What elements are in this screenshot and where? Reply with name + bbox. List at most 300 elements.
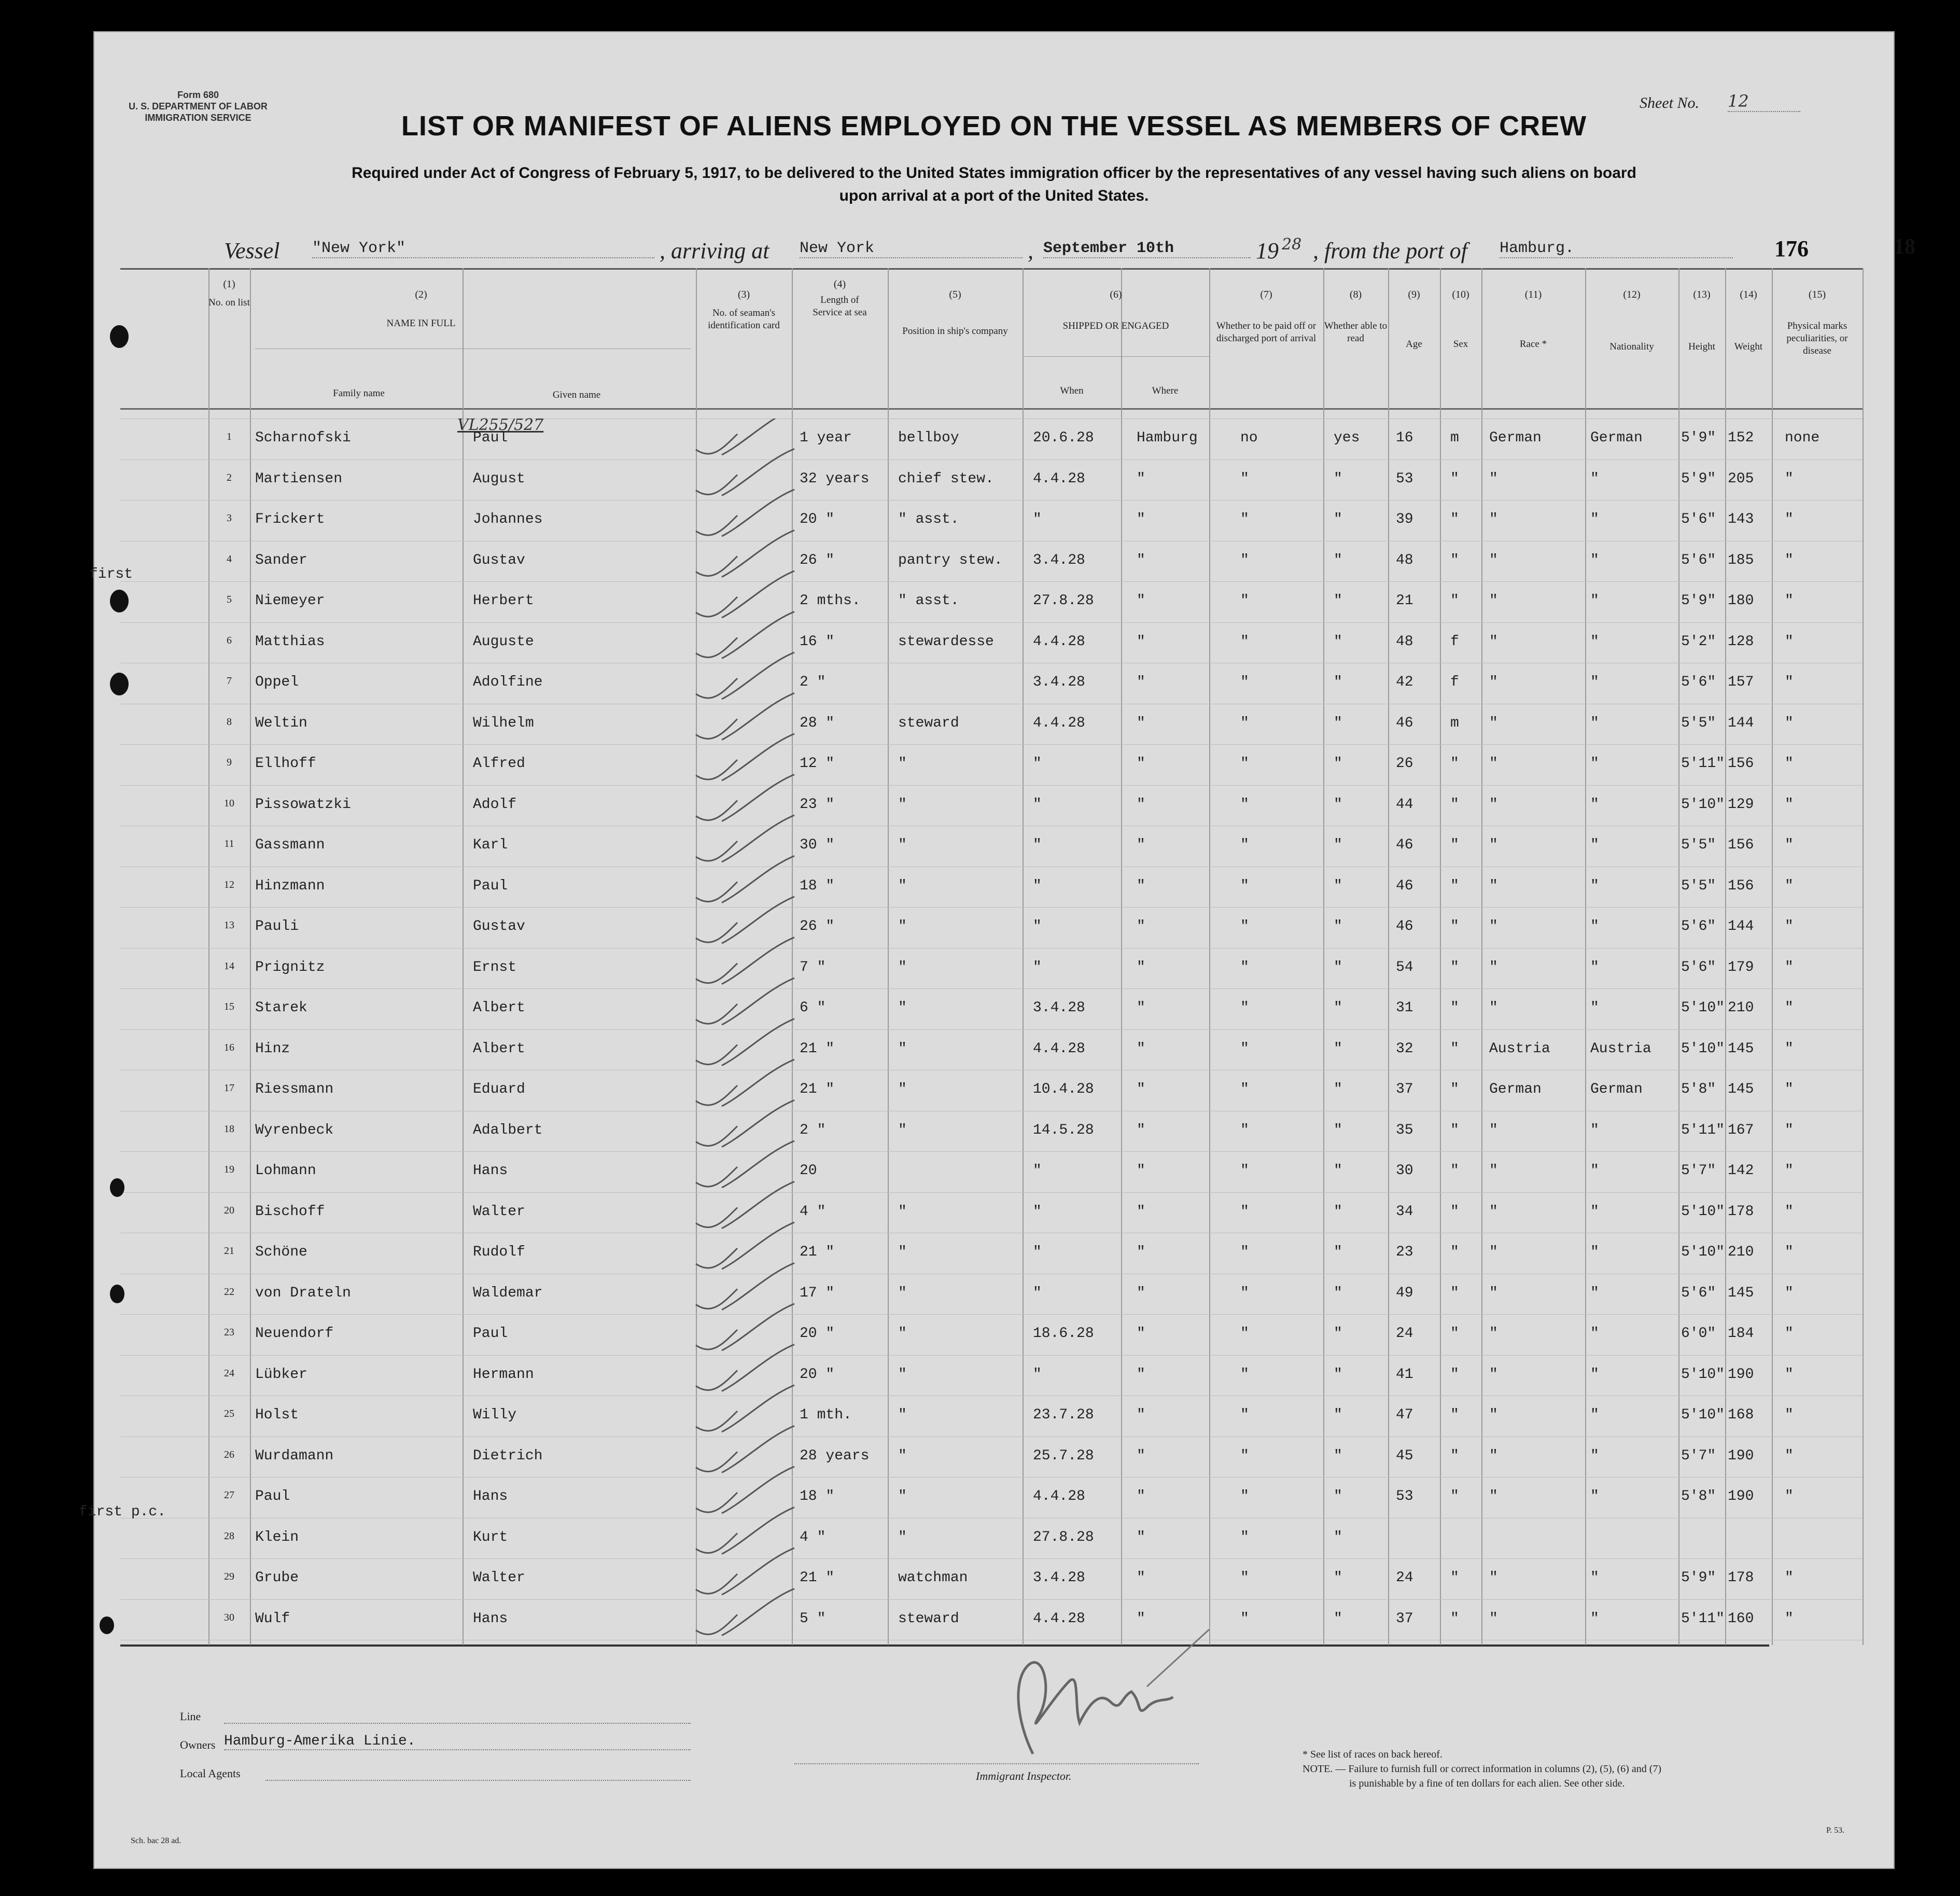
- cell-race: ": [1489, 1122, 1498, 1138]
- row-number: 5: [227, 594, 232, 605]
- cell-sex: m: [1450, 430, 1459, 446]
- cell-family: Scharnofski: [255, 430, 351, 446]
- col-where: Where: [1152, 385, 1179, 396]
- immigrant-inspector-label: Immigrant Inspector.: [976, 1769, 1072, 1782]
- local-agents-label: Local Agents: [180, 1767, 241, 1780]
- cell-sex: m: [1450, 715, 1459, 731]
- column-rule: [1440, 268, 1441, 1645]
- cell-nat: ": [1590, 471, 1599, 487]
- col-given-name: Given name: [552, 389, 601, 400]
- cell-marks: ": [1785, 715, 1794, 731]
- cell-age: 46: [1396, 715, 1413, 731]
- cell-when: 23.7.28: [1033, 1407, 1094, 1423]
- cell-age: 23: [1396, 1244, 1413, 1260]
- cell-given: Walter: [473, 1570, 525, 1586]
- cell-nat: ": [1590, 959, 1599, 975]
- cell-age: 46: [1396, 918, 1413, 935]
- cell-family: Gassmann: [255, 837, 325, 853]
- cell-age: 53: [1396, 471, 1413, 487]
- cell-sex: ": [1450, 1244, 1459, 1260]
- shipped-divider: [1023, 356, 1209, 357]
- cell-marks: ": [1785, 1448, 1794, 1464]
- cell-when: 27.8.28: [1033, 593, 1094, 609]
- row-rule: [120, 1029, 1863, 1030]
- cell-read: ": [1334, 1367, 1342, 1383]
- check-mark: [696, 1263, 794, 1310]
- cell-where: ": [1137, 1244, 1145, 1260]
- cell-race: ": [1489, 756, 1498, 772]
- cell-race: ": [1489, 593, 1498, 609]
- cell-read: ": [1334, 1081, 1342, 1097]
- cell-where: ": [1137, 797, 1145, 813]
- cell-read: ": [1334, 1407, 1342, 1423]
- cell-position: ": [898, 918, 907, 935]
- cell-race: German: [1489, 430, 1542, 446]
- cell-race: ": [1489, 1367, 1498, 1383]
- cell-service: 18 ": [800, 1488, 835, 1504]
- cell-weight: 178: [1728, 1204, 1754, 1220]
- cell-marks: ": [1785, 1611, 1794, 1627]
- cell-given: Albert: [473, 1000, 525, 1016]
- punch-hole: [110, 1285, 124, 1303]
- punch-hole: [110, 325, 129, 348]
- cell-marks: ": [1785, 1000, 1794, 1016]
- schedule-code: Sch. bac 28 ad.: [131, 1836, 181, 1845]
- check-mark: [696, 571, 794, 618]
- cell-position: " asst.: [898, 593, 959, 609]
- row-rule: [120, 744, 1863, 745]
- row-number: 8: [227, 716, 232, 728]
- cell-marks: ": [1785, 878, 1794, 894]
- cell-given: Adolfine: [473, 674, 543, 690]
- cell-read: ": [1334, 756, 1342, 772]
- cell-race: German: [1489, 1081, 1542, 1097]
- col-length-service: Length of Service at sea: [813, 295, 867, 318]
- col-physical-marks: Physical marks peculiarities, or disease: [1786, 320, 1848, 356]
- row-rule: [120, 581, 1863, 582]
- cell-race: ": [1489, 471, 1498, 487]
- cell-weight: 160: [1728, 1611, 1754, 1627]
- cell-height: 5'10": [1681, 1041, 1725, 1057]
- cell-when: ": [1033, 918, 1042, 935]
- cell-when: 3.4.28: [1033, 1570, 1085, 1586]
- cell-given: Gustav: [473, 552, 525, 568]
- cell-service: 6 ": [800, 1000, 826, 1016]
- cell-service: 21 ": [800, 1244, 835, 1260]
- cell-race: ": [1489, 1448, 1498, 1464]
- check-mark: [696, 612, 794, 659]
- sheet-number: 12: [1728, 91, 1800, 112]
- footnote-races: * See list of races on back hereof.: [1303, 1749, 1443, 1760]
- col-number-13: (13): [1693, 289, 1711, 300]
- cell-family: Sander: [255, 552, 307, 568]
- cell-height: 6'0": [1681, 1326, 1716, 1342]
- column-rule: [1678, 268, 1679, 1645]
- cell-age: 24: [1396, 1570, 1413, 1586]
- cell-age: 37: [1396, 1081, 1413, 1097]
- cell-height: 5'5": [1681, 715, 1716, 731]
- check-mark: [696, 1467, 794, 1513]
- row-number: 24: [224, 1368, 234, 1379]
- cell-nat: German: [1590, 430, 1643, 446]
- cell-where: ": [1137, 878, 1145, 894]
- cell-read: ": [1334, 1204, 1342, 1220]
- row-rule: [120, 1355, 1863, 1356]
- cell-sex: f: [1450, 674, 1459, 690]
- footnote-note-1: NOTE. — Failure to furnish full or correct information in columns (2), (5), (6) and (7): [1303, 1763, 1662, 1775]
- cell-height: 5'9": [1681, 471, 1716, 487]
- cell-weight: 179: [1728, 959, 1754, 975]
- cell-read: ": [1334, 1244, 1342, 1260]
- cell-where: ": [1137, 1122, 1145, 1138]
- row-rule: [120, 948, 1863, 949]
- cell-marks: ": [1785, 1488, 1794, 1504]
- cell-marks: ": [1785, 634, 1794, 650]
- column-rule: [888, 268, 889, 1645]
- cell-read: ": [1334, 593, 1342, 609]
- cell-where: ": [1137, 1081, 1145, 1097]
- cell-sex: ": [1450, 797, 1459, 813]
- check-mark: [696, 693, 794, 740]
- cell-where: ": [1137, 1163, 1145, 1179]
- cell-age: 49: [1396, 1285, 1413, 1301]
- cell-nat: ": [1590, 1163, 1599, 1179]
- cell-given: Hans: [473, 1163, 508, 1179]
- cell-given: Eduard: [473, 1081, 525, 1097]
- cell-service: 20: [800, 1163, 817, 1179]
- cell-sex: ": [1450, 593, 1459, 609]
- year-suffix: 28: [1282, 235, 1302, 254]
- row-number: 19: [224, 1164, 234, 1175]
- cell-read: ": [1334, 837, 1342, 853]
- cell-sex: ": [1450, 1163, 1459, 1179]
- cell-given: Hans: [473, 1611, 508, 1627]
- cell-position: ": [898, 878, 907, 894]
- cell-race: Austria: [1489, 1041, 1550, 1057]
- check-mark: [696, 734, 794, 780]
- cell-age: 30: [1396, 1163, 1413, 1179]
- cell-given: Rudolf: [473, 1244, 525, 1260]
- cell-given: Alfred: [473, 756, 525, 772]
- cell-when: 18.6.28: [1033, 1326, 1094, 1342]
- cell-sex: ": [1450, 1407, 1459, 1423]
- cell-marks: ": [1785, 1407, 1794, 1423]
- cell-position: ": [898, 1448, 907, 1464]
- cell-service: 28 years: [800, 1448, 870, 1464]
- cell-paid: ": [1240, 878, 1249, 894]
- cell-family: Grube: [255, 1570, 299, 1586]
- check-mark: [696, 652, 794, 699]
- row-number: 15: [224, 1001, 234, 1012]
- check-mark: [696, 1589, 794, 1636]
- cell-age: 45: [1396, 1448, 1413, 1464]
- cell-where: ": [1137, 1570, 1145, 1586]
- row-rule: [120, 1151, 1863, 1152]
- cell-position: ": [898, 1204, 907, 1220]
- cell-age: 48: [1396, 634, 1413, 650]
- cell-given: Hans: [473, 1488, 508, 1504]
- cell-read: ": [1334, 797, 1342, 813]
- row-number: 18: [224, 1123, 234, 1135]
- cell-weight: 157: [1728, 674, 1754, 690]
- inspector-signature-line: [794, 1763, 1199, 1764]
- cell-race: ": [1489, 1488, 1498, 1504]
- col-number-8: (8): [1349, 289, 1362, 300]
- cell-when: ": [1033, 797, 1042, 813]
- cell-height: 5'8": [1681, 1488, 1716, 1504]
- punch-hole: [110, 590, 129, 612]
- cell-where: ": [1137, 1041, 1145, 1057]
- cell-race: ": [1489, 1244, 1498, 1260]
- cell-family: Pauli: [255, 918, 299, 935]
- cell-sex: ": [1450, 552, 1459, 568]
- cell-read: ": [1334, 1000, 1342, 1016]
- cell-where: ": [1137, 756, 1145, 772]
- column-rule: [1481, 268, 1482, 1645]
- cell-weight: 178: [1728, 1570, 1754, 1586]
- cell-when: ": [1033, 878, 1042, 894]
- cell-family: Neuendorf: [255, 1326, 334, 1342]
- cell-height: 5'2": [1681, 634, 1716, 650]
- check-mark: [696, 1385, 794, 1432]
- cell-given: Paul: [473, 878, 508, 894]
- cell-age: 53: [1396, 1488, 1413, 1504]
- cell-weight: 145: [1728, 1285, 1754, 1301]
- col-weight: Weight: [1734, 341, 1763, 352]
- column-rule: [1023, 268, 1024, 1645]
- cell-when: 4.4.28: [1033, 634, 1085, 650]
- cell-nat: German: [1590, 1081, 1643, 1097]
- row-number: 22: [224, 1286, 234, 1298]
- manifest-sheet: [79, 31, 1915, 1869]
- cell-paid: ": [1240, 1163, 1249, 1179]
- cell-sex: ": [1450, 511, 1459, 527]
- row-number: 20: [224, 1205, 234, 1216]
- cell-read: ": [1334, 1529, 1342, 1545]
- cell-position: ": [898, 1041, 907, 1057]
- cell-service: 26 ": [800, 918, 835, 935]
- name-divider: [255, 348, 691, 349]
- cell-read: ": [1334, 918, 1342, 935]
- cell-race: ": [1489, 878, 1498, 894]
- from-port-label: , from the port of: [1313, 238, 1467, 263]
- arriving-port: New York: [800, 240, 1023, 258]
- punch-hole: [110, 1178, 124, 1197]
- cell-service: 16 ": [800, 634, 835, 650]
- row-number: 21: [224, 1245, 234, 1257]
- cell-height: 5'10": [1681, 1367, 1725, 1383]
- cell-read: ": [1334, 1326, 1342, 1342]
- cell-where: ": [1137, 471, 1145, 487]
- cell-family: Martiensen: [255, 471, 343, 487]
- cell-race: ": [1489, 1407, 1498, 1423]
- cell-given: Adalbert: [473, 1122, 543, 1138]
- row-rule: [120, 459, 1863, 460]
- cell-service: 20 ": [800, 511, 835, 527]
- cell-age: 48: [1396, 552, 1413, 568]
- cell-marks: ": [1785, 1326, 1794, 1342]
- cell-when: 3.4.28: [1033, 552, 1085, 568]
- cell-family: Prignitz: [255, 959, 325, 975]
- cell-weight: 180: [1728, 593, 1754, 609]
- cell-family: Hinz: [255, 1041, 290, 1057]
- cell-weight: 167: [1728, 1122, 1754, 1138]
- cell-nat: ": [1590, 837, 1599, 853]
- column-rule: [1388, 268, 1389, 1645]
- col-number-9: (9): [1408, 289, 1420, 300]
- cell-position: steward: [898, 1611, 959, 1627]
- cell-read: ": [1334, 674, 1342, 690]
- vessel-label: Vessel: [224, 238, 280, 263]
- cell-nat: ": [1590, 1488, 1599, 1504]
- row-number: 11: [224, 838, 234, 849]
- row-number: 1: [227, 431, 232, 442]
- cell-weight: 190: [1728, 1367, 1754, 1383]
- cell-paid: ": [1240, 918, 1249, 935]
- check-mark: [696, 1019, 794, 1066]
- cell-given: Herbert: [473, 593, 534, 609]
- cell-family: Paul: [255, 1488, 290, 1504]
- row-number: 28: [224, 1530, 234, 1542]
- cell-sex: ": [1450, 1611, 1459, 1627]
- cell-service: 28 ": [800, 715, 835, 731]
- cell-height: 5'9": [1681, 1570, 1716, 1586]
- cell-position: chief stew.: [898, 471, 994, 487]
- cell-race: ": [1489, 959, 1498, 975]
- column-rule: [250, 268, 251, 1645]
- cell-paid: ": [1240, 1570, 1249, 1586]
- col-position: Position in ship's company: [902, 326, 1008, 337]
- cell-when: ": [1033, 1285, 1042, 1301]
- cell-family: Schöne: [255, 1244, 307, 1260]
- col-family-name: Family name: [333, 388, 385, 399]
- cell-given: Wilhelm: [473, 715, 534, 731]
- cell-paid: ": [1240, 1204, 1249, 1220]
- cell-marks: ": [1785, 1122, 1794, 1138]
- cell-where: ": [1137, 511, 1145, 527]
- cell-age: 24: [1396, 1326, 1413, 1342]
- vessel-name: "New York": [312, 240, 654, 258]
- cell-marks: ": [1785, 1244, 1794, 1260]
- cell-read: ": [1334, 1488, 1342, 1504]
- cell-marks: ": [1785, 1163, 1794, 1179]
- row-number: 9: [227, 757, 232, 768]
- check-mark: [696, 775, 794, 821]
- check-mark: [696, 1100, 794, 1147]
- cell-when: 4.4.28: [1033, 715, 1085, 731]
- cell-sex: ": [1450, 1285, 1459, 1301]
- check-mark: [696, 1508, 794, 1554]
- cell-family: Lohmann: [255, 1163, 316, 1179]
- cell-height: 5'6": [1681, 674, 1716, 690]
- cell-where: ": [1137, 715, 1145, 731]
- col-number-6: (6): [1110, 289, 1122, 300]
- column-rule: [1209, 268, 1210, 1645]
- cell-height: 5'8": [1681, 1081, 1716, 1097]
- cell-weight: 156: [1728, 756, 1754, 772]
- cell-read: ": [1334, 471, 1342, 487]
- cell-race: ": [1489, 1285, 1498, 1301]
- cell-when: 3.4.28: [1033, 674, 1085, 690]
- cell-paid: ": [1240, 797, 1249, 813]
- column-rule: [1725, 268, 1726, 1645]
- cell-where: ": [1137, 1000, 1145, 1016]
- cell-service: 12 ": [800, 756, 835, 772]
- cell-height: 5'6": [1681, 552, 1716, 568]
- cell-where: ": [1137, 1407, 1145, 1423]
- cell-position: ": [898, 1081, 907, 1097]
- row-rule: [120, 785, 1863, 786]
- cell-position: steward: [898, 715, 959, 731]
- col-no-on-list: No. on list: [208, 297, 250, 308]
- cell-given: Paul: [473, 1326, 508, 1342]
- cell-marks: ": [1785, 959, 1794, 975]
- cell-where: ": [1137, 1326, 1145, 1342]
- cell-marks: ": [1785, 593, 1794, 609]
- cell-weight: 129: [1728, 797, 1754, 813]
- cell-service: 20 ": [800, 1326, 835, 1342]
- cell-sex: ": [1450, 1570, 1459, 1586]
- page-code: P. 53.: [1826, 1826, 1845, 1835]
- cell-family: Wulf: [255, 1611, 290, 1627]
- cell-weight: 128: [1728, 634, 1754, 650]
- col-number-4: (4): [833, 278, 846, 290]
- cell-service: 4 ": [800, 1529, 826, 1545]
- row-number: 26: [224, 1449, 234, 1460]
- cell-when: ": [1033, 1367, 1042, 1383]
- check-mark: [696, 938, 794, 984]
- cell-given: Karl: [473, 837, 508, 853]
- cell-paid: ": [1240, 1448, 1249, 1464]
- cell-height: 5'7": [1681, 1448, 1716, 1464]
- cell-paid: ": [1240, 674, 1249, 690]
- row-number: 3: [227, 512, 232, 524]
- cell-marks: ": [1785, 797, 1794, 813]
- owners-value: Hamburg-Amerika Linie.: [224, 1733, 691, 1750]
- cell-given: Dietrich: [473, 1448, 543, 1464]
- cell-weight: 190: [1728, 1448, 1754, 1464]
- cell-given: Paul: [473, 430, 508, 446]
- cell-where: ": [1137, 1488, 1145, 1504]
- cell-family: Weltin: [255, 715, 307, 731]
- col-number-14: (14): [1740, 289, 1757, 300]
- check-mark: [696, 419, 794, 455]
- cell-service: 2 mths.: [800, 593, 861, 609]
- cell-nat: ": [1590, 511, 1599, 527]
- cell-when: 20.6.28: [1033, 430, 1094, 446]
- cell-age: 39: [1396, 511, 1413, 527]
- cell-sex: ": [1450, 878, 1459, 894]
- cell-marks: ": [1785, 1570, 1794, 1586]
- cell-given: Albert: [473, 1041, 525, 1057]
- col-able-read: Whether able to read: [1324, 320, 1388, 344]
- cell-service: 1 mth.: [800, 1407, 852, 1423]
- column-rule: [1323, 268, 1324, 1645]
- cell-nat: ": [1590, 1122, 1599, 1138]
- cell-nat: ": [1590, 878, 1599, 894]
- cell-sex: ": [1450, 1204, 1459, 1220]
- cell-position: ": [898, 959, 907, 975]
- cell-marks: none: [1785, 430, 1820, 446]
- cell-marks: ": [1785, 918, 1794, 935]
- cell-when: 4.4.28: [1033, 1611, 1085, 1627]
- cell-height: 5'6": [1681, 959, 1716, 975]
- cell-paid: ": [1240, 1529, 1249, 1545]
- cell-sex: ": [1450, 1488, 1459, 1504]
- cell-position: ": [898, 756, 907, 772]
- cell-marks: ": [1785, 837, 1794, 853]
- cell-service: 4 ": [800, 1204, 826, 1220]
